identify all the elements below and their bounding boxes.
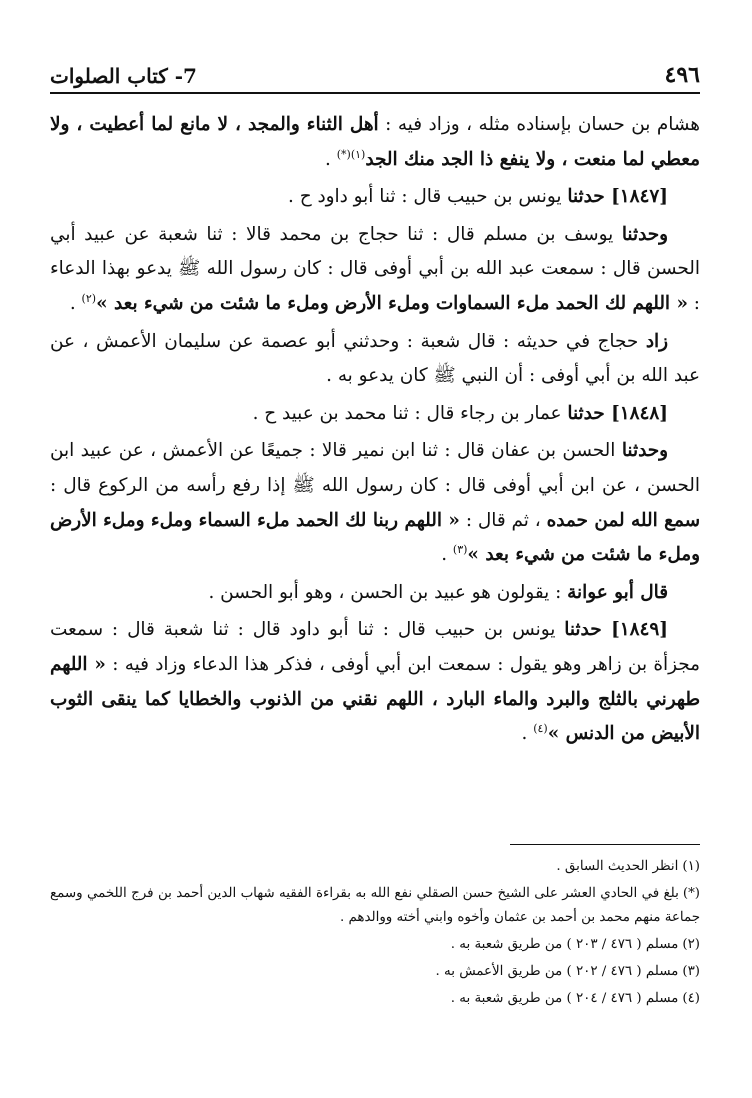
footnote-marker: (١) xyxy=(682,859,700,874)
text-segment: وحدثنا xyxy=(621,223,668,245)
footnote-ref: (٣) xyxy=(452,543,468,556)
footnote-ref: (٢) xyxy=(81,291,97,305)
text-segment: عمار بن رجاء قال : ثنا محمد بن عبيد ح . xyxy=(252,402,568,424)
main-text xyxy=(50,108,700,752)
text-segment: يوسف بن مسلم قال : ثنا حجاج بن محمد قالا : ثنا شعبة عن عبيد أبي الحسن قال : سمعت عبد الله بن أبي أوفى قال : كان رسول الله ﷺ يدعو بهذا الدعاء : xyxy=(50,223,700,314)
text-segment: يونس بن حبيب قال : ثنا أبو داود قال : ثنا شعبة قال : سمعت مجزأة بن زاهر وهو يقول : سمعت ابن أبي أوفى ، فذكر هذا الدعاء وزاد فيه : xyxy=(50,619,700,675)
paragraph xyxy=(50,180,700,215)
text-segment: . xyxy=(69,292,82,314)
footnote-divider xyxy=(510,844,700,845)
text-segment: . xyxy=(441,544,453,566)
text-segment: يونس بن حبيب قال : ثنا أبو داود ح . xyxy=(288,186,568,208)
footnote-marker: (٤) xyxy=(682,991,700,1006)
footnote-marker: (٢) xyxy=(682,937,700,952)
text-segment: « اللهم لك الحمد ملء السماوات وملء الأرض وملء ما شئت من شيء بعد » xyxy=(96,292,688,314)
footnote-marker: (٣) xyxy=(682,964,700,979)
paragraph xyxy=(50,325,700,394)
text-segment: سمع الله لمن حمده xyxy=(546,509,700,531)
footnote-ref: (٤) xyxy=(533,721,548,735)
footnote-text: مسلم ( ٤٧٦ / ٢٠٣ ) من طريق شعبة به . xyxy=(450,937,679,952)
page xyxy=(50,54,700,755)
text-segment: زاد xyxy=(645,330,668,352)
footnote xyxy=(50,855,700,879)
page-header xyxy=(50,54,700,94)
footnote-list xyxy=(50,855,700,1011)
paragraph xyxy=(50,108,700,177)
chapter-title: 7- كتاب الصلوات xyxy=(50,64,197,88)
text-segment: « اللهم ربنا لك الحمد ملء السماء وملء وملء الأرض وملء ما شئت من شيء بعد » xyxy=(50,509,700,566)
text-segment: أهل الثناء والمجد ، لا مانع لما أعطيت ، ولا معطي لما منعت ، ولا ينفع ذا الجد منك الجد xyxy=(50,114,700,170)
text-segment: . xyxy=(325,148,337,170)
text-segment: . xyxy=(521,723,534,745)
text-segment: وحدثنا xyxy=(621,440,668,462)
text-segment: [١٨٤٨] حدثنا xyxy=(567,402,668,424)
footnote-text: بلغ في الحادي العشر على الشيخ حسن الصقلي نفع الله به بقراءة الفقيه شهاب الدين أحمد بن فرج اللخمي وسمع جماعة منهم محمد بن أحمد بن عثمان وأخوه وابني أخته ووالدهم . xyxy=(50,886,700,925)
footnote-text: انظر الحديث السابق . xyxy=(556,859,679,874)
paragraph xyxy=(50,434,700,572)
footnote-ref: (١)(*) xyxy=(336,147,366,161)
text-segment: « اللهم طهرني بالثلج والبرد والماء البارد ، اللهم نقني من الذنوب والخطايا كما ينقى الثوب الأبيض من الدنس » xyxy=(50,653,700,745)
footnote xyxy=(50,933,700,957)
footnote-marker: (*) xyxy=(682,886,700,901)
text-segment: قال أبو عوانة xyxy=(567,581,668,603)
paragraph xyxy=(50,576,700,611)
footnote-text: مسلم ( ٤٧٦ / ٢٠٢ ) من طريق الأعمش به . xyxy=(435,964,679,979)
text-segment: هشام بن حسان بإسناده مثله ، وزاد فيه : xyxy=(378,114,700,135)
page-number: ٤٩٦ xyxy=(664,62,700,88)
footnotes-section xyxy=(50,844,700,1014)
footnote-text: مسلم ( ٤٧٦ / ٢٠٤ ) من طريق شعبة به . xyxy=(450,991,679,1006)
text-segment: ، ثم قال : xyxy=(459,509,547,531)
footnote xyxy=(50,960,700,984)
text-segment: حجاج في حديثه : قال شعبة : وحدثني أبو عصمة عن سليمان الأعمش ، عن عبد الله بن أبي أوفى : أن النبي ﷺ كان يدعو به . xyxy=(50,330,700,387)
footnote xyxy=(50,987,700,1011)
text-segment: الحسن بن عفان قال : ثنا ابن نمير قالا : جميعًا عن الأعمش ، عن عبيد ابن الحسن ، عن ابن أبي أوفى قال : كان رسول الله ﷺ إذا رفع رأسه من الركوع قال : xyxy=(50,440,700,496)
text-segment: : يقولون هو عبيد بن الحسن ، وهو أبو الحسن . xyxy=(208,581,568,603)
text-segment: [١٨٤٧] حدثنا xyxy=(567,186,668,208)
paragraph xyxy=(50,218,700,322)
footnote xyxy=(50,882,700,930)
text-segment: [١٨٤٩] حدثنا xyxy=(564,619,668,641)
paragraph xyxy=(50,397,700,432)
paragraph xyxy=(50,613,700,751)
